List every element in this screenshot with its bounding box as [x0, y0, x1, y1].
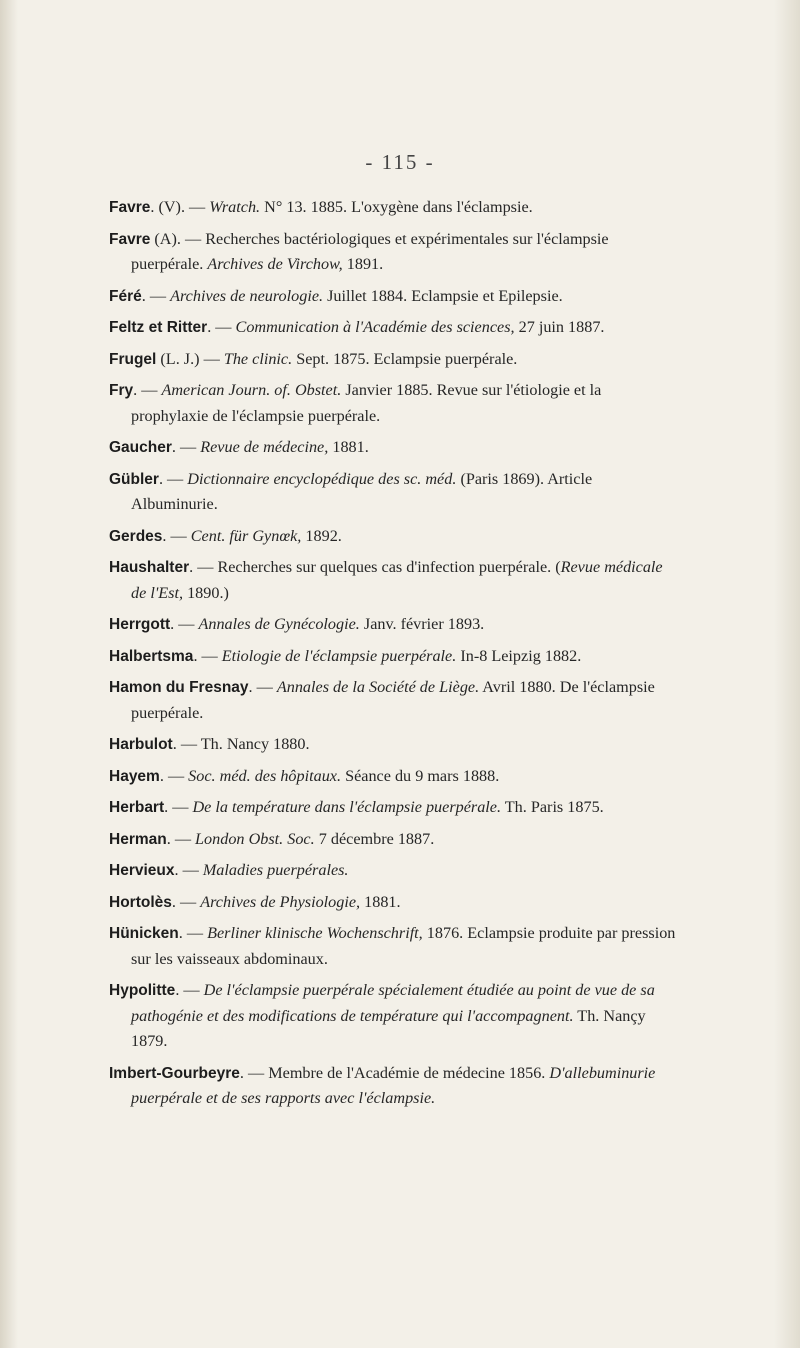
entry-title: London Obst. Soc. — [195, 829, 315, 848]
entry-separator: . — [166, 829, 175, 848]
bibliography-entry — [109, 555, 679, 606]
entry-author: Frugel — [109, 350, 157, 368]
entry-title: Archives de Virchow, — [207, 255, 343, 273]
bibliography-entry — [109, 347, 679, 373]
entry-author: Gaucher — [109, 439, 172, 456]
entry-separator: . — [141, 286, 150, 305]
entry-title: De l'éclampsie puerpérale spécialement étudiée au point de vue de sa pathogénie et des modifications de température qui l'accompagnent. — [131, 981, 655, 1025]
entry-close-paren: ) — [223, 583, 229, 602]
entry-rest: Séance du 9 mars 1888. — [341, 766, 500, 785]
entry-prefix: — — [149, 286, 171, 305]
entry-title: D'allebuminurie puerpérale et de ses rapports avec l'éclampsie. — [131, 1063, 656, 1107]
entry-rest: N° 13. 1885. L'oxygène dans l'éclampsie. — [260, 198, 533, 216]
entry-separator: . — [239, 1063, 249, 1082]
entry-separator: . — [207, 318, 216, 336]
entry-author: Hayem — [109, 767, 160, 785]
entry-author: Favre — [109, 199, 151, 216]
entry-author: Hervieux — [109, 862, 175, 879]
bibliography-entry — [109, 1061, 679, 1112]
bibliography-entry — [109, 732, 679, 758]
entry-author: Gübler — [109, 470, 159, 488]
entry-title: Soc. méd. des hôpitaux. — [188, 766, 342, 785]
entry-title: Revue de médecine, — [200, 438, 329, 456]
entry-rest: Sept. 1875. Eclampsie puerpérale. — [292, 349, 518, 368]
entry-prefix: — — [141, 381, 162, 399]
entry-title: Cent. für Gynœk, — [190, 526, 302, 545]
entry-rest: 1891. — [342, 255, 384, 273]
entry-rest: Janvier 1885. Revue sur l'étiologie et la prophylaxie de l'éclampsie puerpérale. — [131, 381, 602, 425]
entry-author: Féré — [109, 287, 142, 305]
entry-separator: . — [164, 798, 173, 816]
bibliography-entry — [109, 644, 679, 670]
bibliography-entry — [109, 612, 679, 638]
entry-separator: . — [150, 198, 159, 216]
entry-separator: . — [133, 381, 142, 399]
entry-separator: . — [171, 892, 180, 911]
entry-prefix: (V). — — [158, 198, 210, 216]
entry-rest: 1876. Eclampsie produite par pression sur les vaisseaux abdominaux. — [131, 924, 676, 968]
bibliography-entry — [109, 378, 679, 429]
entry-rest: 1892. — [301, 526, 342, 545]
entry-separator: . — [159, 766, 168, 785]
entry-author: Hortolès — [109, 893, 172, 911]
entry-separator: . — [178, 924, 187, 942]
entry-separator: . — [189, 558, 198, 576]
bibliography-entry — [109, 978, 679, 1055]
entry-author: Feltz et Ritter — [109, 319, 208, 336]
entry-title: Annales de Gynécologie. — [198, 615, 360, 633]
entry-title: Communication à l'Académie des sciences, — [235, 318, 515, 336]
entry-prefix: — — [179, 438, 201, 456]
bibliography-list — [109, 195, 679, 1118]
entry-rest: 7 décembre 1887. — [314, 829, 435, 848]
entry-rest: Avril 1880. De l'éclampsie puerpérale. — [131, 678, 655, 722]
entry-prefix: — — [172, 798, 193, 816]
bibliography-entry — [109, 284, 679, 310]
entry-rest: Th. Nançy 1879. — [131, 1006, 646, 1050]
entry-rest: Th. Paris 1875. — [501, 798, 604, 816]
bibliography-entry — [109, 524, 679, 550]
entry-rest: (Paris 1869). Article Albuminurie. — [131, 469, 593, 513]
entry-author: Harbulot — [109, 736, 173, 753]
bibliography-entry — [109, 827, 679, 853]
bibliography-entry — [109, 675, 679, 726]
entry-prefix: — — [179, 892, 201, 911]
entry-separator: . — [193, 646, 202, 665]
entry-author: Favre — [109, 230, 151, 248]
entry-author: Herbart — [109, 799, 165, 816]
bibliography-entry — [109, 764, 679, 790]
page-number: - 115 - — [365, 150, 435, 174]
entry-author: Herrgott — [109, 616, 171, 633]
entry-rest: Janv. février 1893. — [359, 615, 485, 633]
entry-author: Imbert-Gourbeyre — [109, 1064, 240, 1082]
entry-prefix: — — [178, 615, 199, 633]
bibliography-entry — [109, 890, 679, 916]
entry-title: Archives de neurologie. — [170, 286, 324, 305]
entry-author: Halbertsma — [109, 647, 194, 665]
entry-prefix: — Th. Nancy 1880. — [180, 735, 310, 753]
page-edge-right — [774, 0, 800, 1348]
entry-prefix: — — [174, 829, 196, 848]
entry-prefix: — — [167, 766, 189, 785]
entry-author: Hamon du Fresnay — [109, 679, 249, 696]
entry-author: Gerdes — [109, 527, 163, 545]
entry-title: American Journ. of. Obstet. — [161, 381, 342, 399]
bibliography-entry — [109, 795, 679, 821]
entry-rest: 1881. — [328, 438, 369, 456]
bibliography-entry — [109, 227, 679, 278]
entry-prefix: (L. J.) — — [160, 349, 224, 368]
entry-separator: . — [174, 861, 183, 879]
entry-prefix: — — [183, 981, 204, 999]
bibliography-entry — [109, 921, 679, 972]
entry-rest: Juillet 1884. Eclampsie et Epilepsie. — [323, 286, 563, 305]
entry-title: De la température dans l'éclampsie puerpérale. — [192, 798, 502, 816]
entry-author: Herman — [109, 830, 167, 848]
entry-prefix: — — [256, 678, 277, 696]
entry-title: Archives de Physiologie, — [200, 892, 361, 911]
entry-separator: . — [172, 735, 181, 753]
entry-separator: . — [248, 678, 257, 696]
bibliography-entry — [109, 435, 679, 461]
entry-separator: . — [162, 526, 171, 545]
entry-separator: . — [171, 438, 180, 456]
entry-separator: . — [170, 615, 179, 633]
entry-rest: In-8 Leipzig 1882. — [456, 646, 582, 665]
entry-prefix: — — [215, 318, 236, 336]
bibliography-entry — [109, 467, 679, 518]
entry-title: Maladies puerpérales. — [202, 861, 349, 879]
entry-title: Annales de la Société de Liège. — [276, 678, 480, 696]
entry-title: Etiologie de l'éclampsie puerpérale. — [221, 646, 457, 665]
entry-prefix: (A). — Recherches bactériologiques et expérimentales sur l'éclampsie puerpérale. — [131, 229, 609, 273]
entry-author: Haushalter — [109, 559, 190, 576]
bibliography-entry — [109, 195, 679, 221]
entry-title: Revue médicale de l'Est, — [131, 558, 663, 602]
entry-author: Hünicken — [109, 925, 179, 942]
entry-separator: . — [158, 469, 168, 488]
entry-rest: 27 juin 1887. — [514, 318, 605, 336]
entry-title: Berliner klinische Wochenschrift, — [207, 924, 423, 942]
entry-prefix: — — [170, 526, 191, 545]
entry-title: Wratch. — [209, 198, 261, 216]
entry-prefix: — — [201, 646, 222, 665]
bibliography-entry — [109, 858, 679, 884]
page-edge-left — [0, 0, 18, 1348]
entry-rest: 1881. — [360, 892, 401, 911]
entry-rest: 1890. — [183, 583, 224, 602]
entry-prefix: — Membre de l'Académie de médecine 1856. — [248, 1063, 550, 1082]
entry-prefix: — Recherches sur quelques cas d'infection puerpérale. ( — [197, 558, 561, 576]
entry-prefix: — — [186, 924, 208, 942]
entry-prefix: — — [182, 861, 203, 879]
entry-author: Hypolitte — [109, 982, 176, 999]
entry-prefix: — — [167, 469, 188, 488]
entry-title: The clinic. — [223, 349, 293, 368]
entry-author: Fry — [109, 382, 134, 399]
bibliography-entry — [109, 315, 679, 341]
entry-title: Dictionnaire encyclopédique des sc. méd. — [187, 469, 457, 488]
entry-separator: . — [175, 981, 184, 999]
